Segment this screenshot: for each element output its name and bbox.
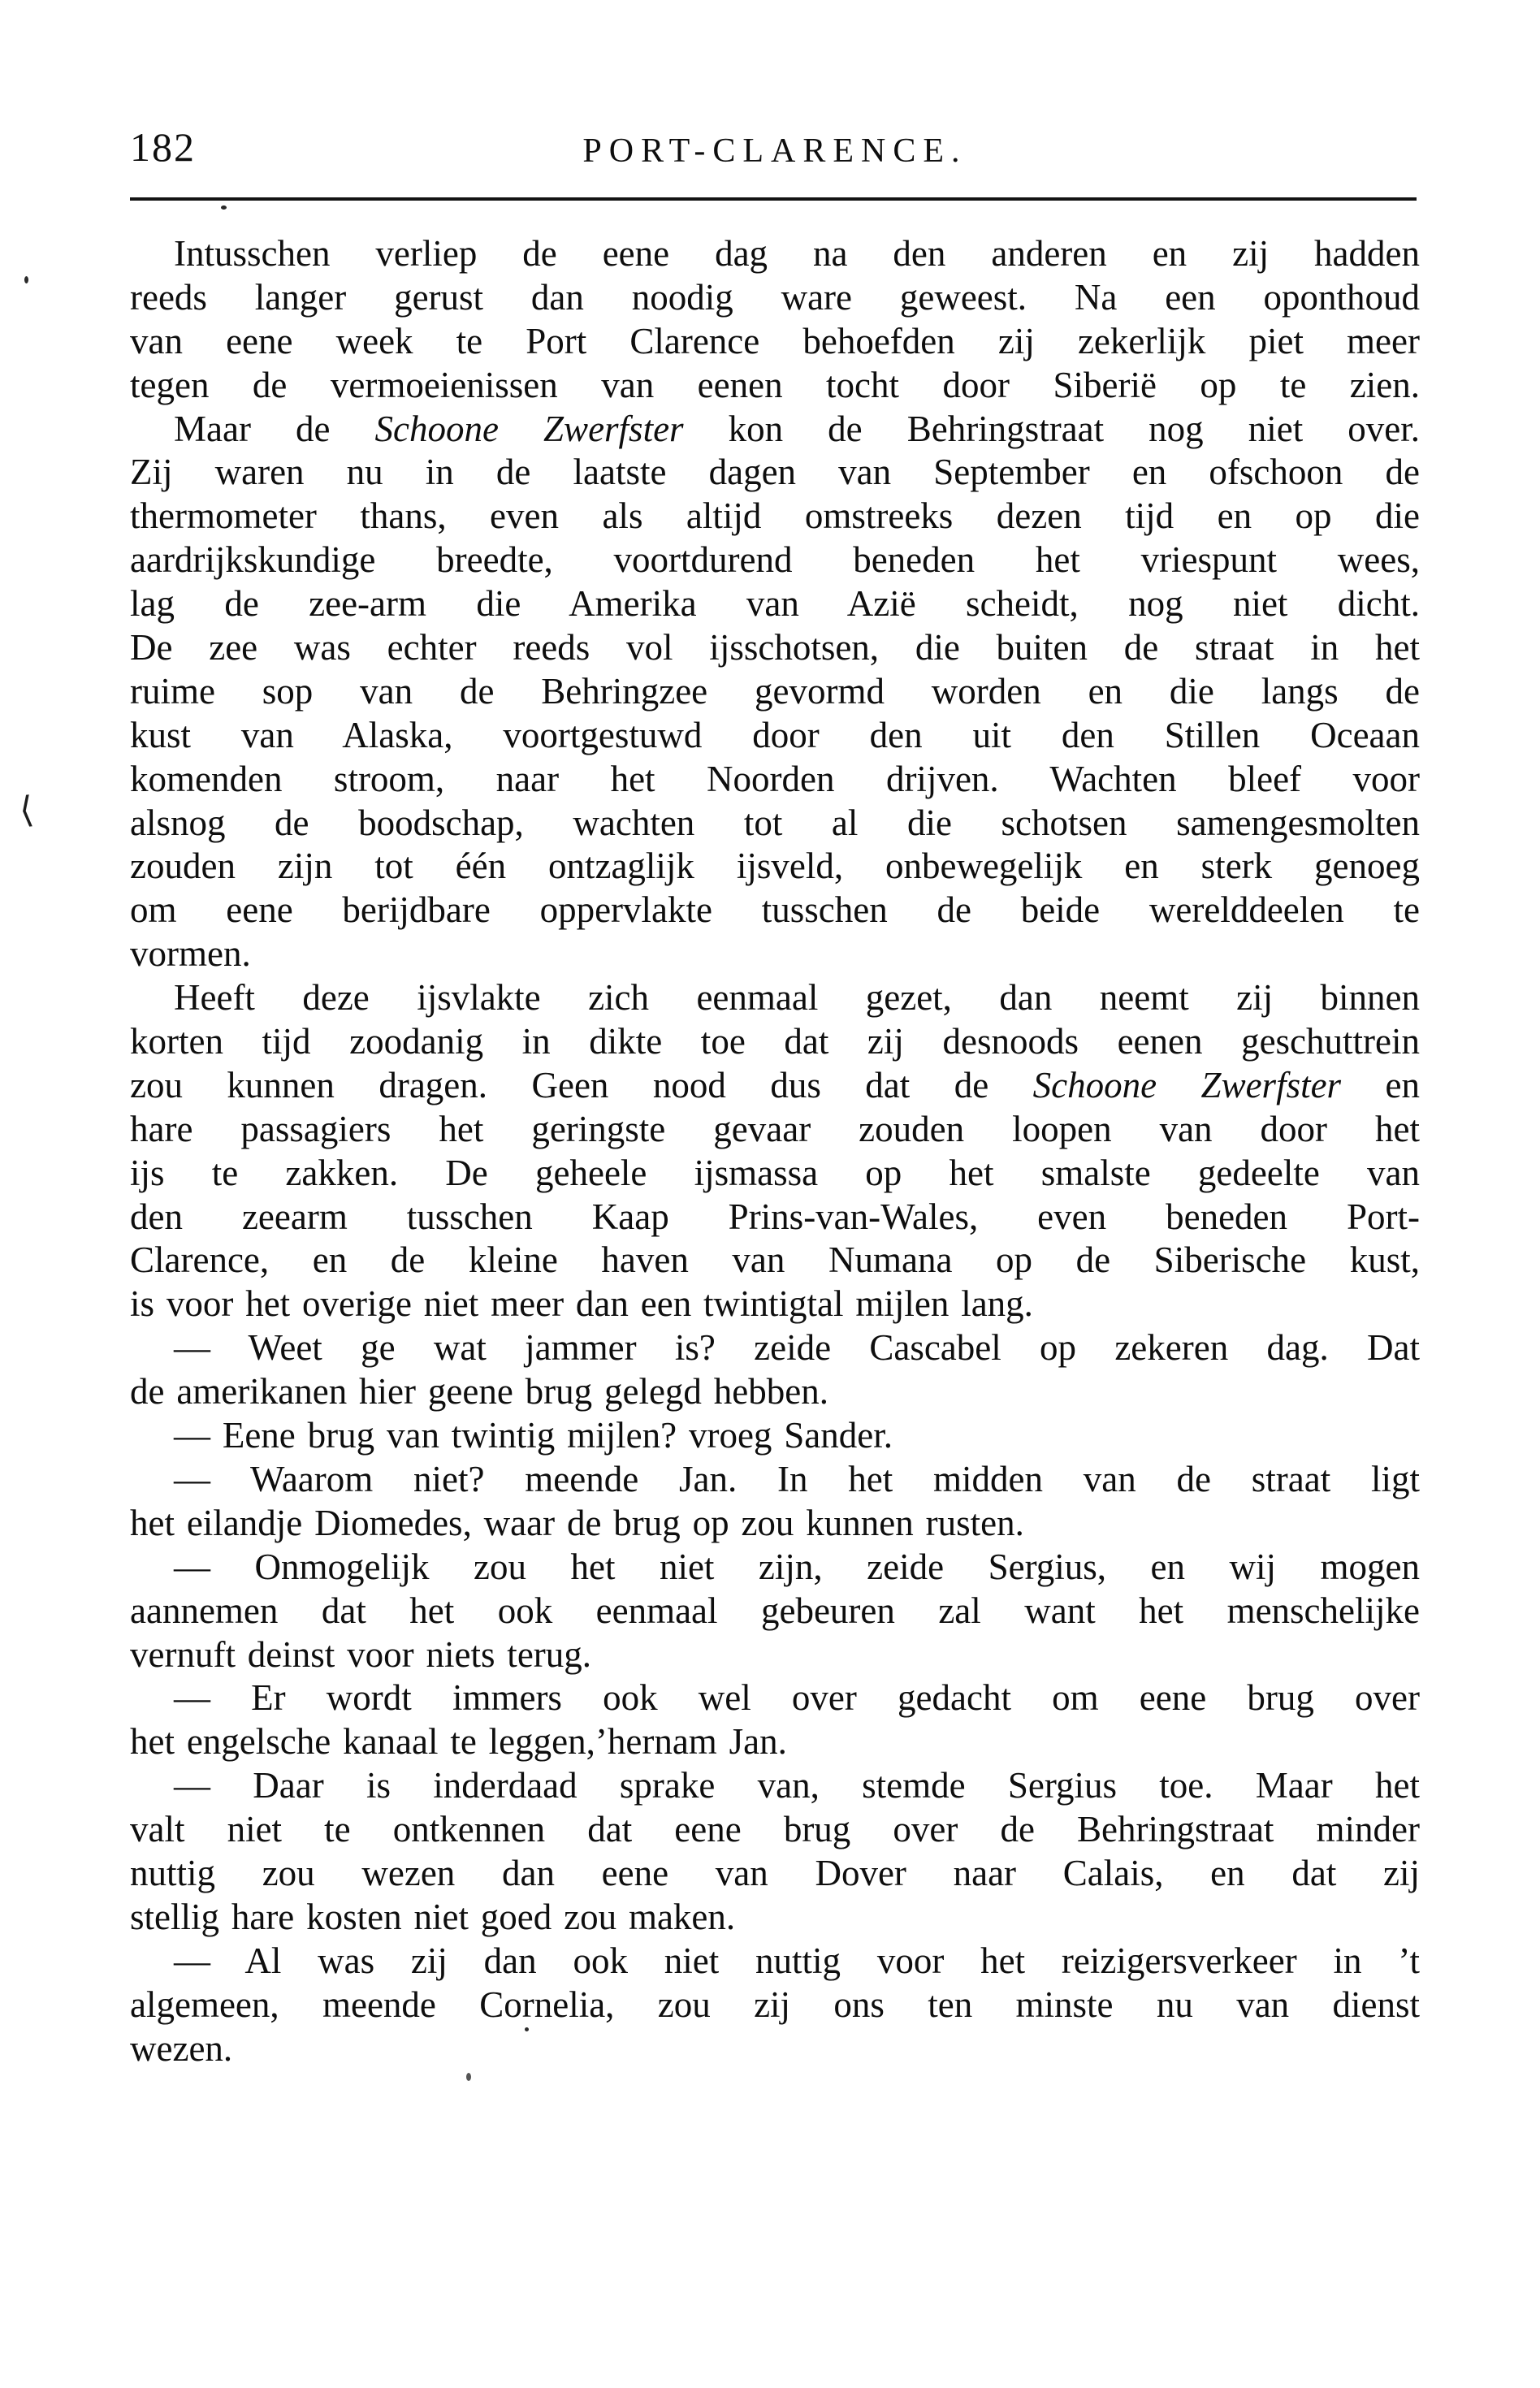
text-line bbox=[130, 802, 1420, 846]
text-segment: lag de zee-arm die Amerika van Azië scheidt, nog niet dicht. bbox=[130, 583, 1420, 625]
text-line bbox=[130, 1283, 1420, 1326]
running-header-title: PORT-CLARENCE. bbox=[582, 132, 967, 170]
text-segment: thermometer thans, even als altijd omstreeks dezen tijd en op die bbox=[130, 495, 1420, 537]
text-segment: tegen de vermoeienissen van eenen tocht door Siberië op te zien. bbox=[130, 364, 1420, 405]
text-segment: vernuft deinst voor niets terug. bbox=[130, 1633, 592, 1675]
text-segment: den zeearm tusschen Kaap Prins-van-Wales, even beneden Port- bbox=[130, 1196, 1420, 1237]
text-line bbox=[130, 495, 1420, 539]
text-line bbox=[130, 670, 1420, 714]
scan-speck bbox=[466, 2073, 471, 2081]
text-segment: en bbox=[1341, 1064, 1420, 1105]
text-segment: Zij waren nu in de laatste dagen van September en ofschoon de bbox=[130, 452, 1420, 493]
text-line bbox=[130, 1590, 1420, 1633]
text-segment: — Al was zij dan ook niet nuttig voor het reizigersverkeer in ’t bbox=[174, 1940, 1420, 1981]
text-segment: reeds langer gerust dan noodig ware geweest. Na een oponthoud bbox=[130, 276, 1420, 318]
text-segment: De zee was echter reeds vol ijsschotsen, die buiten de straat in het bbox=[130, 627, 1420, 668]
text-line bbox=[130, 1984, 1420, 2027]
text-line bbox=[130, 932, 1420, 976]
ship-name-italic: Schoone Zwerfster bbox=[1032, 1064, 1342, 1105]
text-segment: Clarence, en de kleine haven van Numana op de Siberische kust, bbox=[130, 1239, 1420, 1281]
text-segment: stellig hare kosten niet goed zou maken. bbox=[130, 1896, 736, 1937]
text-line bbox=[130, 582, 1420, 626]
text-segment: nuttig zou wezen dan eene van Dover naar Calais, en dat zij bbox=[130, 1852, 1420, 1893]
text-segment: wezen. bbox=[130, 2027, 233, 2069]
text-line bbox=[130, 1064, 1420, 1108]
text-segment: ijs te zakken. De geheele ijsmassa op het smalste gedeelte van bbox=[130, 1152, 1420, 1193]
text-segment: komenden stroom, naar het Noorden drijven. Wachten bleef voor bbox=[130, 758, 1420, 799]
text-line bbox=[130, 1633, 1420, 1677]
text-segment: aardrijkskundige breedte, voortdurend beneden het vriespunt wees, bbox=[130, 539, 1420, 581]
text-line bbox=[130, 320, 1420, 364]
text-segment: algemeen, meende Cornelia, zou zij ons ten minste nu van dienst bbox=[130, 1984, 1420, 2025]
text-segment: de amerikanen hier geene brug gelegd hebben. bbox=[130, 1371, 828, 1412]
text-segment: zouden zijn tot één ontzaglijk ijsveld, onbewegelijk en sterk genoeg bbox=[130, 846, 1420, 887]
text-segment: is voor het overige niet meer dan een twintigtal mijlen lang. bbox=[130, 1283, 1033, 1325]
text-line bbox=[130, 976, 1420, 1020]
text-line bbox=[130, 1196, 1420, 1239]
text-segment: kust van Alaska, voortgestuwd door den uit den Stillen Oceaan bbox=[130, 714, 1420, 755]
text-line bbox=[130, 1764, 1420, 1808]
text-segment: — Eene brug van twintig mijlen? vroeg Sander. bbox=[174, 1415, 893, 1456]
text-line bbox=[130, 1108, 1420, 1152]
text-segment: — Waarom niet? meende Jan. In het midden van de straat ligt bbox=[174, 1458, 1420, 1499]
page-header bbox=[130, 122, 1420, 187]
text-line bbox=[130, 758, 1420, 802]
text-segment: aannemen dat het ook eenmaal gebeuren zal want het menschelijke bbox=[130, 1590, 1420, 1631]
text-line bbox=[130, 2027, 1420, 2071]
text-segment: kon de Behringstraat nog niet over. bbox=[683, 408, 1420, 449]
text-line bbox=[130, 1326, 1420, 1370]
text-segment: — Onmogelijk zou het niet zijn, zeide Sergius, en wij mogen bbox=[174, 1546, 1420, 1587]
text-line bbox=[130, 889, 1420, 932]
ship-name-italic: Schoone Zwerfster bbox=[374, 408, 684, 449]
header-rule-divider bbox=[130, 197, 1417, 201]
scan-speck bbox=[525, 2027, 529, 2031]
text-segment: korten tijd zoodanig in dikte toe dat zij desnoods eenen geschuttrein bbox=[130, 1021, 1420, 1062]
text-line bbox=[130, 1896, 1420, 1940]
text-segment: het engelsche kanaal te leggen,’hernam Jan. bbox=[130, 1721, 787, 1763]
text-line bbox=[130, 1720, 1420, 1764]
scan-speck bbox=[24, 276, 28, 283]
text-line bbox=[130, 451, 1420, 495]
text-segment: alsnog de boodschap, wachten tot al die schotsen samengesmolten bbox=[130, 802, 1420, 843]
text-line bbox=[130, 1370, 1420, 1414]
text-line bbox=[130, 408, 1420, 452]
pencil-margin-mark: ⟨ bbox=[17, 790, 36, 831]
text-line bbox=[130, 1414, 1420, 1458]
text-line bbox=[130, 539, 1420, 582]
page-number: 182 bbox=[130, 124, 196, 170]
text-segment: van eene week te Port Clarence behoefden zij zekerlijk piet meer bbox=[130, 320, 1420, 361]
text-line bbox=[130, 626, 1420, 670]
text-line bbox=[130, 1852, 1420, 1896]
text-segment: — Weet ge wat jammer is? zeide Cascabel op zekeren dag. Dat bbox=[174, 1327, 1420, 1369]
text-segment: ruime sop van de Behringzee gevormd worden en die langs de bbox=[130, 670, 1420, 712]
text-segment: hare passagiers het geringste gevaar zouden loopen van door het bbox=[130, 1108, 1420, 1149]
text-segment: Maar de bbox=[174, 408, 375, 449]
text-segment: Heeft deze ijsvlakte zich eenmaal gezet, dan neemt zij binnen bbox=[174, 977, 1420, 1019]
text-segment: zou kunnen dragen. Geen nood dus dat de bbox=[130, 1064, 1033, 1105]
text-segment: — Er wordt immers ook wel over gedacht om eene brug over bbox=[174, 1677, 1420, 1719]
text-line bbox=[130, 1152, 1420, 1196]
text-line bbox=[130, 1020, 1420, 1064]
body-text bbox=[130, 232, 1420, 2070]
text-line bbox=[130, 1458, 1420, 1502]
text-line bbox=[130, 1808, 1420, 1852]
text-line bbox=[130, 364, 1420, 408]
text-segment: Intusschen verliep de eene dag na den anderen en zij hadden bbox=[174, 233, 1420, 274]
text-line bbox=[130, 1676, 1420, 1720]
text-line bbox=[130, 714, 1420, 758]
text-line bbox=[130, 845, 1420, 889]
text-segment: om eene berijdbare oppervlakte tusschen de beide werelddeelen te bbox=[130, 889, 1420, 931]
text-line bbox=[130, 1940, 1420, 1984]
text-line bbox=[130, 1502, 1420, 1546]
text-line bbox=[130, 1546, 1420, 1590]
text-segment: valt niet te ontkennen dat eene brug over de Behringstraat minder bbox=[130, 1809, 1420, 1850]
text-line bbox=[130, 1239, 1420, 1283]
text-line bbox=[130, 276, 1420, 320]
scan-speck bbox=[221, 205, 227, 210]
text-segment: — Daar is inderdaad sprake van, stemde Sergius toe. Maar het bbox=[174, 1765, 1420, 1806]
text-line bbox=[130, 232, 1420, 276]
text-segment: het eilandje Diomedes, waar de brug op zou kunnen rusten. bbox=[130, 1502, 1024, 1543]
text-segment: vormen. bbox=[130, 933, 251, 975]
